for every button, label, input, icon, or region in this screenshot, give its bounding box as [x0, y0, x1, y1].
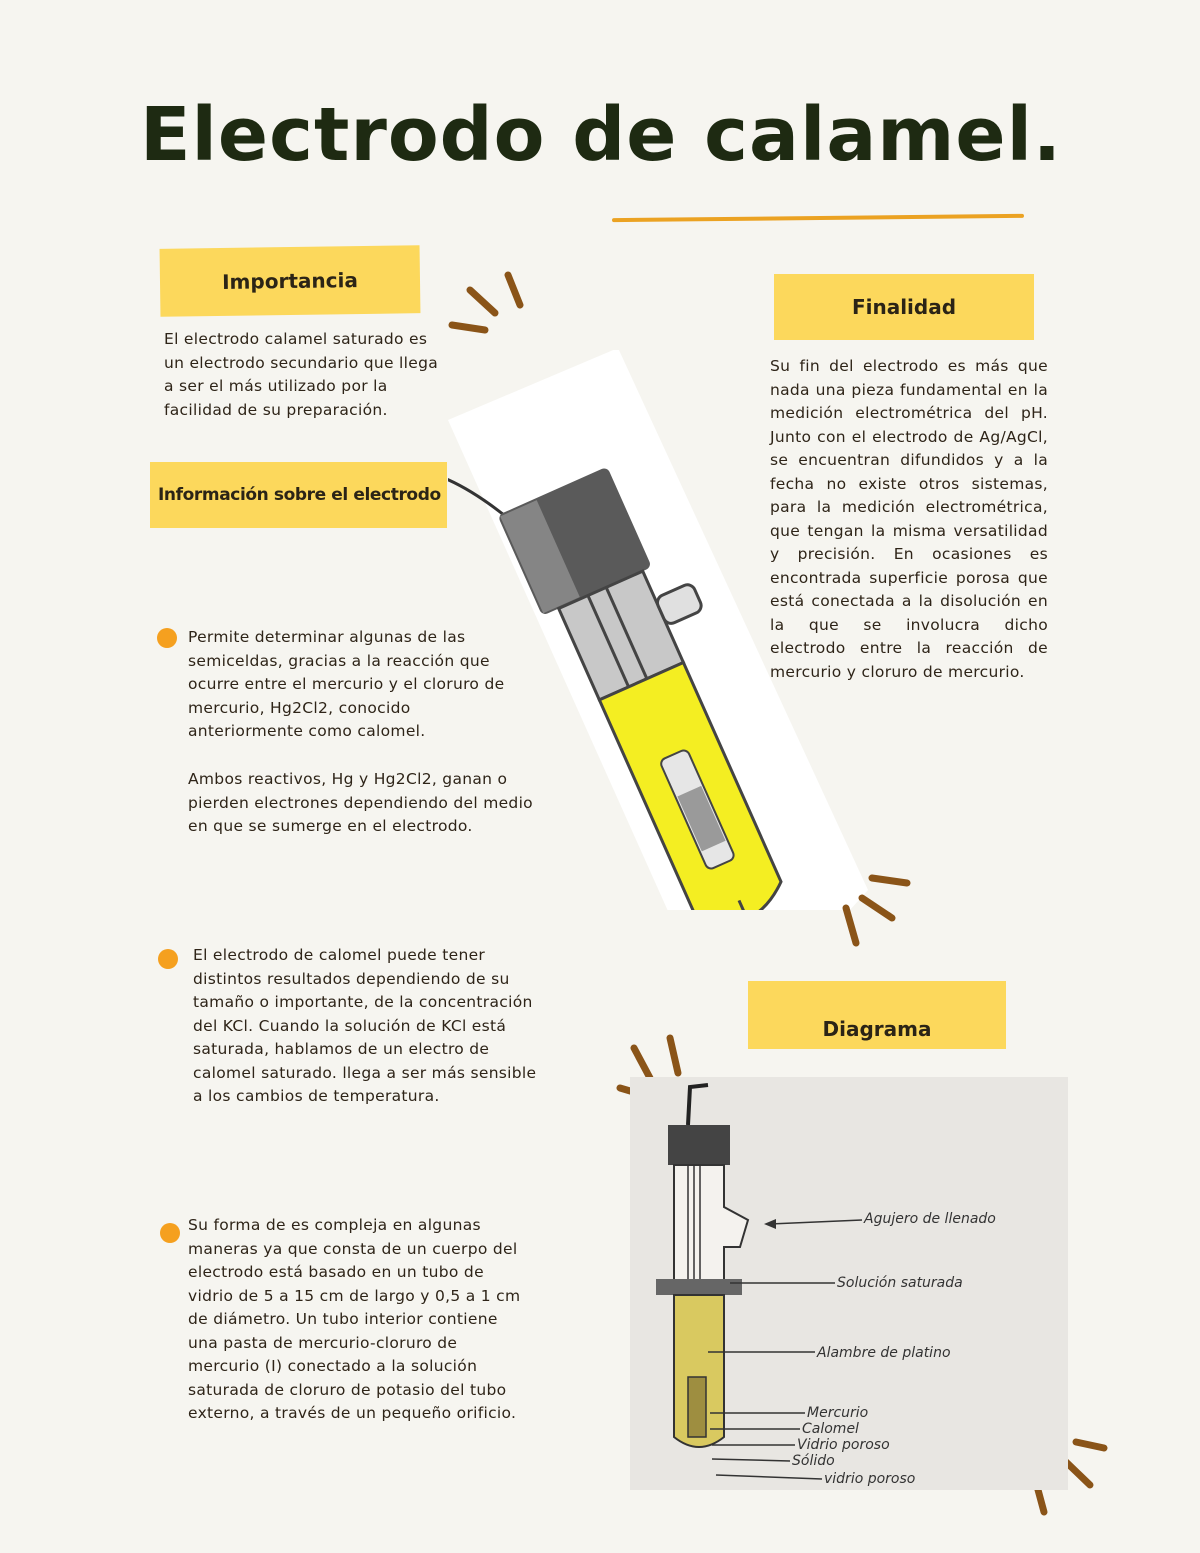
diagrama-label: Diagrama: [748, 981, 1006, 1049]
doodle-marks-mid: [832, 868, 922, 953]
diagram-label-solucion: Solución saturada: [837, 1275, 963, 1291]
title-underline: [612, 214, 1024, 222]
bullet-dot: [158, 949, 178, 969]
bullet-text-2: El electrodo de calomel puede tener distintos resultados dependiendo de su tamaño o importante, de la concentración del KCl. Cuando la solución de KCl está saturada, hablamos de un electro de calomel saturado. llega a ser más sensible a los cambios de temperatura.: [193, 946, 537, 1105]
diagram-cap: [668, 1125, 730, 1165]
finalidad-label: Finalidad: [774, 274, 1034, 340]
informacion-label: Información sobre el electrodo: [150, 462, 447, 528]
diagram-label-alambre: Alambre de platino: [817, 1345, 951, 1361]
diagram-label-mercurio: Mercurio: [807, 1405, 869, 1421]
bullet-text-1b: Ambos reactivos, Hg y Hg2Cl2, ganan o pierden electrones dependiendo del medio en que se sumerge en el electrodo.: [188, 770, 533, 835]
bullet-dot: [160, 1223, 180, 1243]
bullet-dot: [157, 628, 177, 648]
diagram-flange: [656, 1279, 742, 1295]
finalidad-text: Su fin del electrodo es más que nada una pieza fundamental en la medición electrométrica del pH. Junto con el electrodo de Ag/AgCl, se encuentran difundidos y a la fecha no existe otros sistemas, para la medición electrométrica, que tengan la misma versatilidad y precisión. En ocasiones es encontrada superficie porosa que está conectada a la disolución en la que se involucra dicho electrodo entre la reacción de mercurio y cloruro de mercurio.: [770, 357, 1048, 681]
diagram-label-vidrio-poroso-2: vidrio poroso: [824, 1471, 916, 1487]
doodle-marks-top: [440, 265, 530, 345]
importancia-text: El electrodo calamel saturado es un electrodo secundario que llega a ser el más utilizado por la facilidad de su preparación.: [164, 330, 439, 419]
bullet-text-1: Permite determinar algunas de las semiceldas, gracias a la reacción que ocurre entre el mercurio y el cloruro de mercurio, Hg2Cl2, conocido anteriormente como calomel.: [188, 628, 505, 740]
diagram-label-vidrio-poroso: Vidrio poroso: [797, 1437, 890, 1453]
bullet-text-3: Su forma de es compleja en algunas maneras ya que consta de un cuerpo del electrodo está basado en un tubo de vidrio de 5 a 15 cm de largo y 0,5 a 1 cm de diámetro. Un tubo interior contiene una pasta de mercurio-cloruro de mercurio (I) conectado a la solución saturada de cloruro de potasio del tubo externo, a través de un pequeño orificio.: [188, 1216, 521, 1422]
electrode-illustration: [448, 350, 868, 910]
diagram-label-solido: Sólido: [792, 1453, 835, 1469]
electrode-diagram: [630, 1077, 1068, 1490]
diagram-label-calomel: Calomel: [802, 1421, 859, 1437]
diagram-label-agujero: Agujero de llenado: [864, 1211, 996, 1227]
importancia-label: Importancia: [160, 245, 421, 317]
page-title: Electrodo de calamel.: [140, 92, 1063, 178]
